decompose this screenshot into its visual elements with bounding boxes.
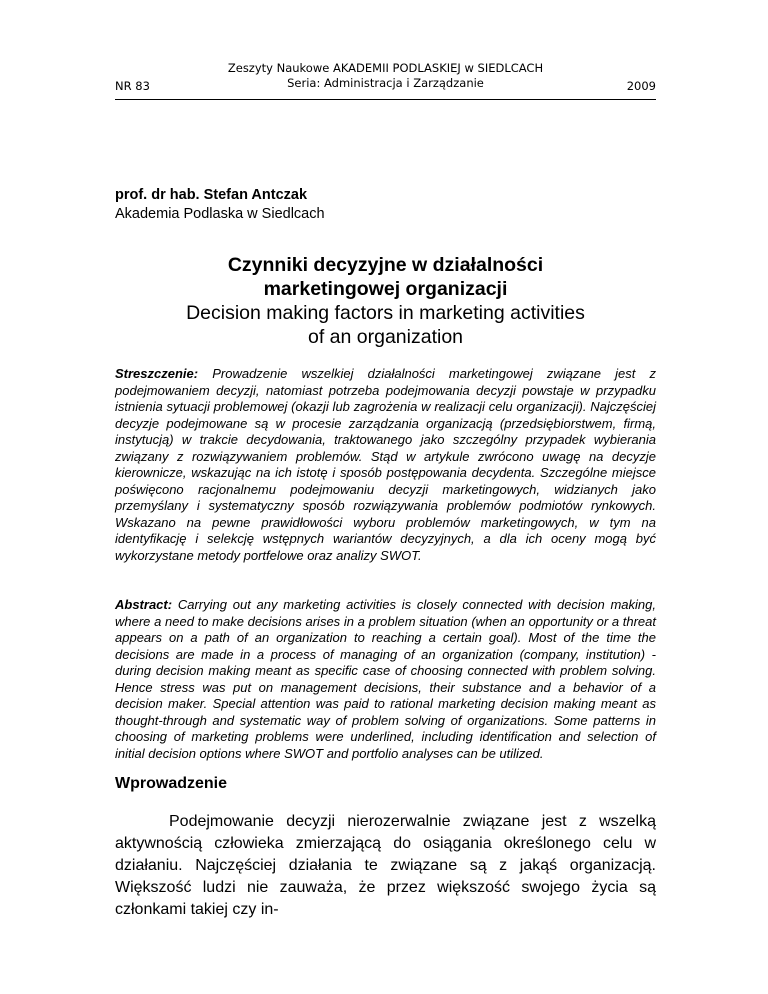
section-heading: Wprowadzenie bbox=[115, 775, 228, 792]
journal-series: Seria: Administracja i Zarządzanie bbox=[287, 76, 484, 90]
title-en-line-1: Decision making factors in marketing activities bbox=[186, 302, 585, 324]
streszczenie-paragraph bbox=[115, 366, 656, 564]
issue-number: NR 83 bbox=[115, 79, 150, 93]
author-name: prof. dr hab. Stefan Antczak bbox=[115, 187, 308, 203]
abstract-label: Abstract: bbox=[115, 597, 173, 612]
abstract-paragraph bbox=[115, 597, 656, 762]
body-paragraph: Podejmowanie decyzji nierozerwalnie związane jest z wszelką aktywnością człowieka zmierzającą do osiągania określonego celu w działaniu. Najczęściej działania te związane są z jakąś organizacją. Większość ludzi nie zauważa, że przez większość swojego życia są członkami takiej czy in- bbox=[115, 813, 656, 918]
author-affiliation: Akademia Podlaska w Siedlcach bbox=[115, 206, 325, 222]
publication-year: 2009 bbox=[626, 79, 656, 93]
journal-name: Zeszyty Naukowe AKADEMII PODLASKIEJ w SIEDLCACH bbox=[227, 61, 544, 75]
author-block bbox=[115, 186, 325, 224]
streszczenie-label: Streszczenie: bbox=[115, 366, 199, 381]
article-title bbox=[115, 253, 656, 349]
running-header bbox=[115, 58, 656, 100]
streszczenie-text: Prowadzenie wszelkiej działalności marketingowej związane jest z podejmowaniem decyzji, natomiast potrzeba podejmowania decyzji powstaje w przypadku istnienia sytuacji problemowej (okazji lub zagrożenia w realizacji celu organizacji). Najczęściej decyzje podejmowane są w procesie zarządzania organizacją (przedsiębiorstwem, firmą, instytucją) w trakcie decydowania, traktowanego jako szczególny przypadek wybierania związany z rozwiązywaniem problemów. Stąd w artykule zwrócono uwagę na decyzje kierownicze, wskazując na ich istotę i sposób postępowania decydenta. Szczególne miejsce poświęcono racjonalnemu podejmowaniu decyzji marketingowych, widzianych jako przemyślany i systematyczny sposób rozwiązywania problemów podmiotów rynkowych. Wskazano na pewne prawidłowości wyboru problemów marketingowych, w tym na identyfikację i selekcję wstępnych wariantów decyzyjnych, a dla ich oceny mogą być wykorzystane metody portfelowe oraz analizy SWOT. bbox=[115, 366, 656, 563]
abstract-text: Carrying out any marketing activities is closely connected with decision making, where a need to make decisions arises in a problem situation (when an opportunity or a threat appears on a path of an organization to reaching a certain goal). Most of the time the decisions are made in a process of managing of an organization (company, institution) - during decision making meant as specific case of choosing connected with problem solving. Hence stress was put on management decisions, their substance and a behavior of a decision maker. Special attention was paid to rational marketing decision making meant as thought-through and systematic way of problem solving of organizations. Some patterns in choosing of marketing problems were underlined, including identification and selection of initial decision options where SWOT and portfolio analyses can be utilized. bbox=[115, 597, 656, 761]
title-pl-line-2: marketingowej organizacji bbox=[263, 278, 508, 300]
journal-title bbox=[115, 61, 656, 91]
title-pl-line-1: Czynniki decyzyjne w działalności bbox=[227, 254, 544, 276]
title-en-line-2: of an organization bbox=[307, 326, 464, 348]
